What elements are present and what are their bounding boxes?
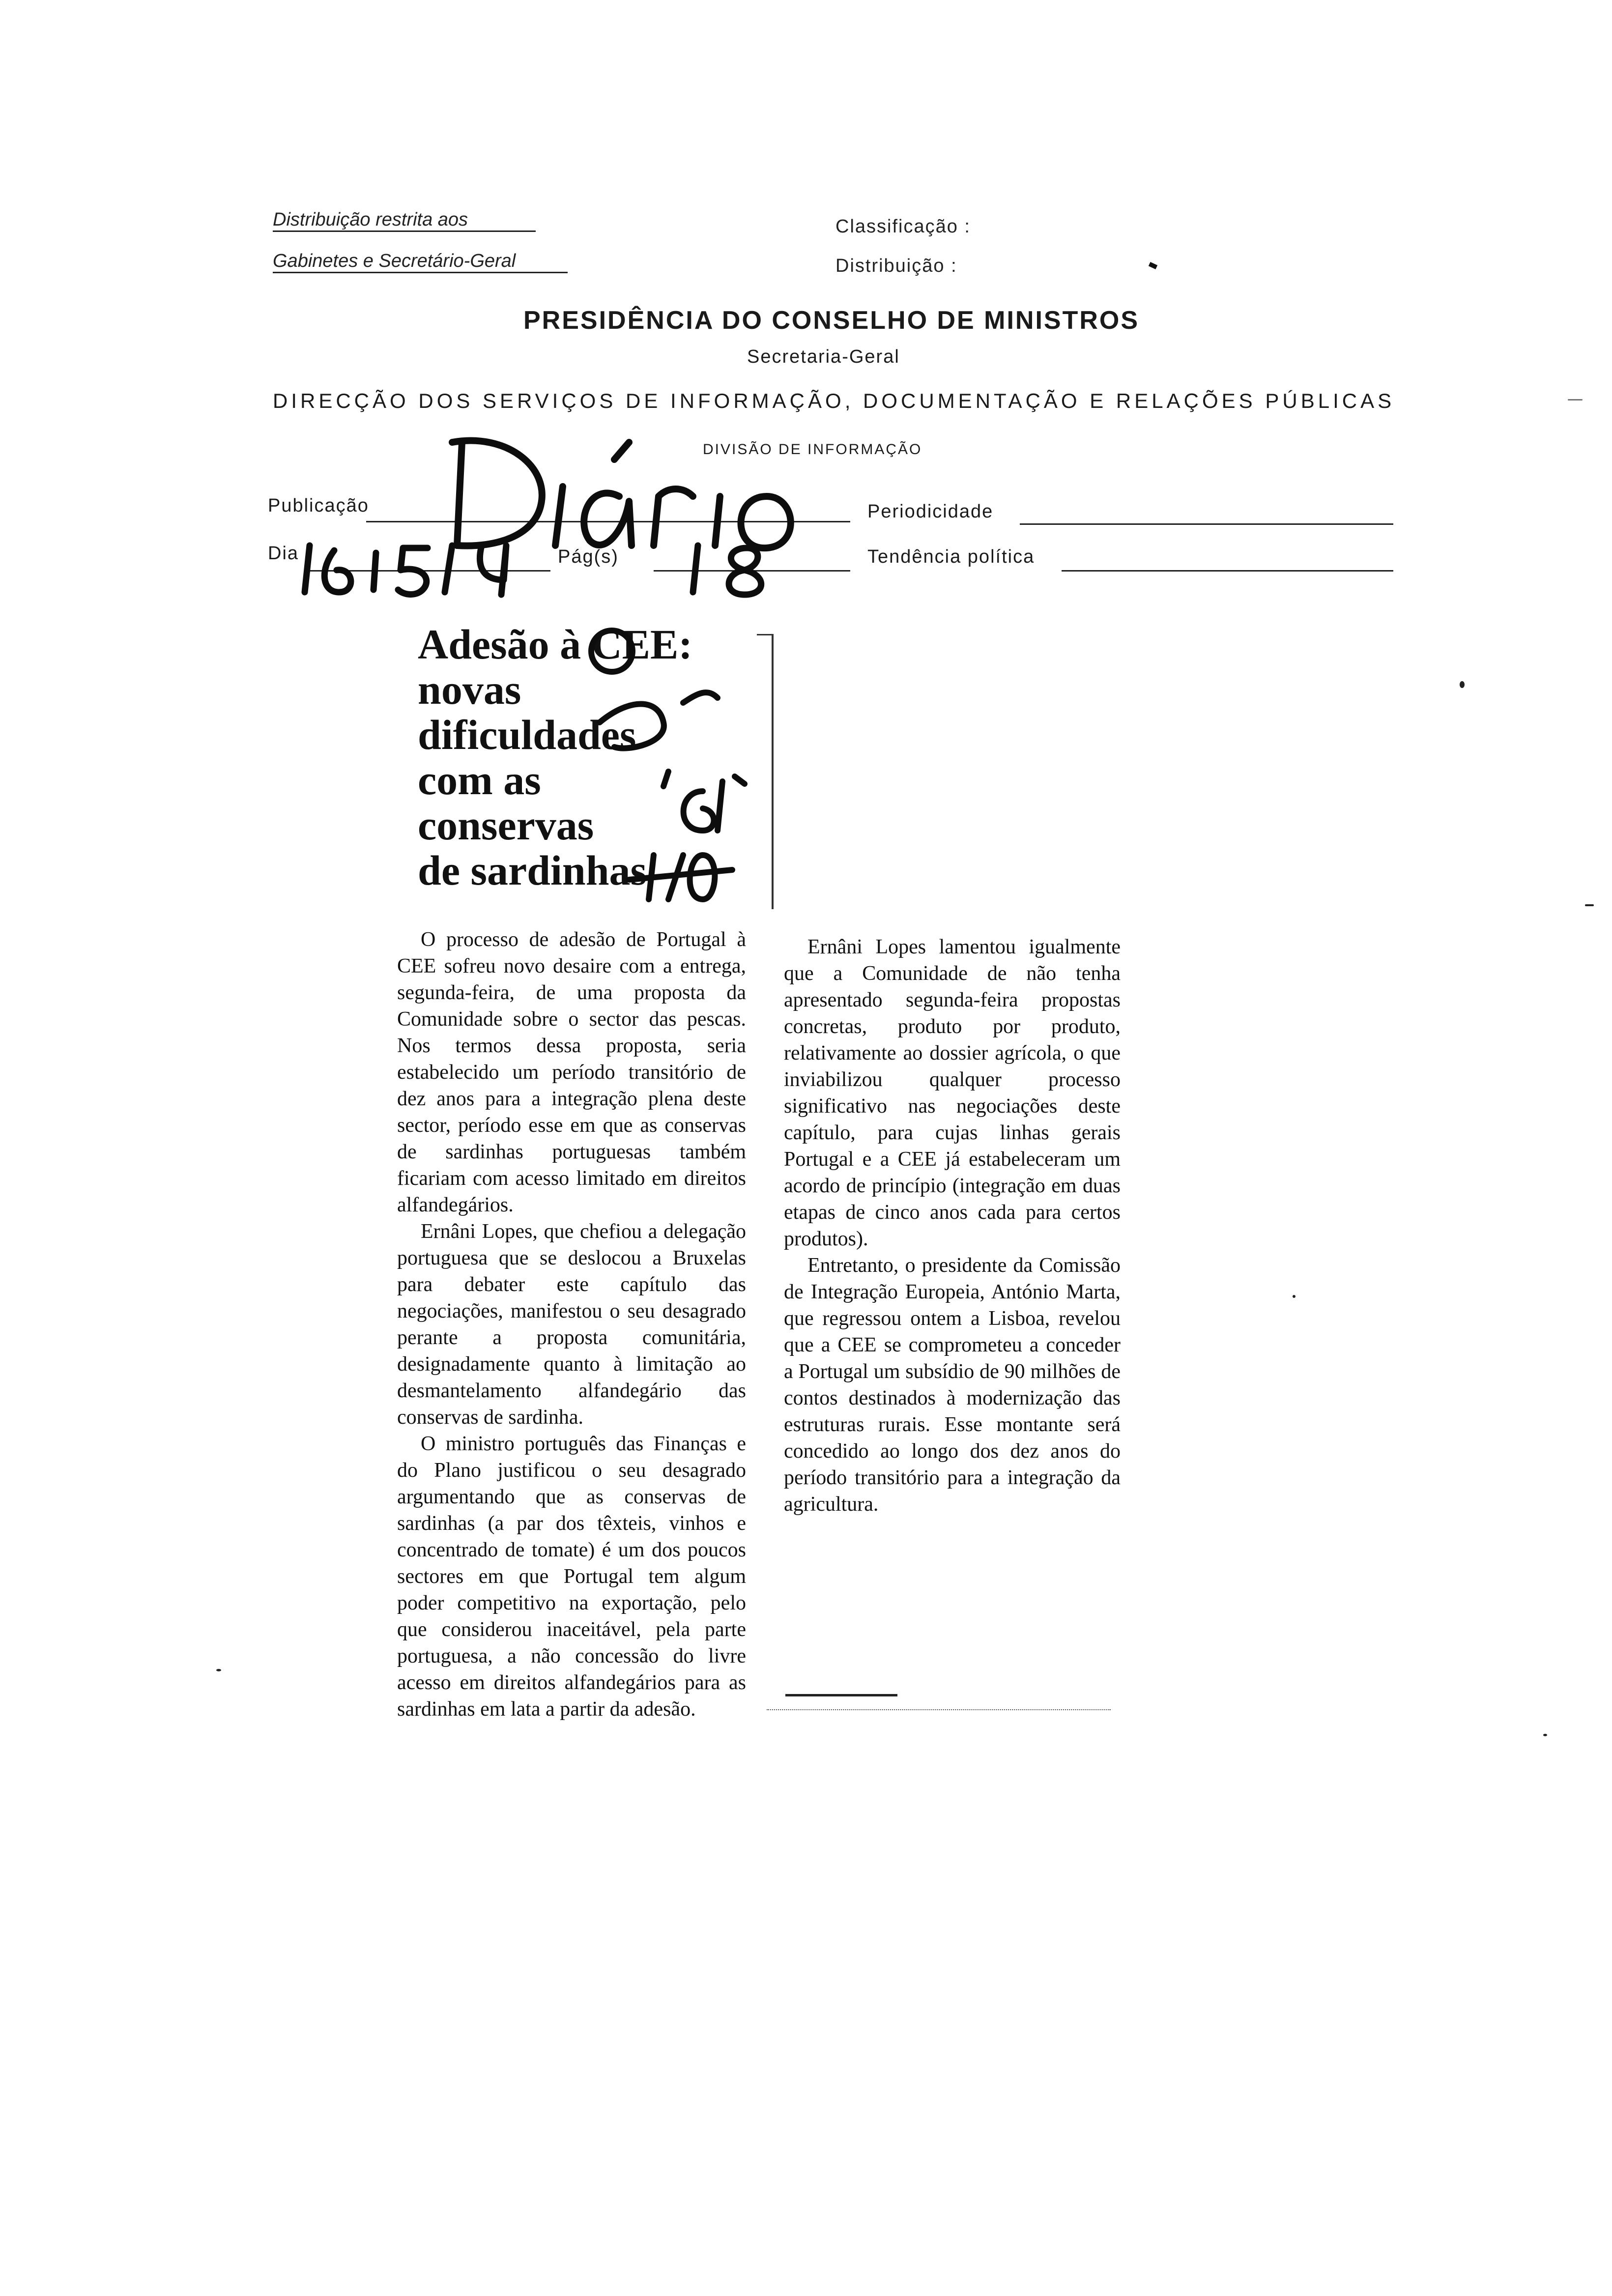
handwritten-reference-marks xyxy=(570,624,767,909)
ink-mark xyxy=(1149,262,1157,269)
scan-speck xyxy=(1460,681,1465,688)
article-right-column xyxy=(784,934,1121,1518)
scan-speck xyxy=(1585,904,1594,906)
distribution-restriction-line1: Distribuição restrita aos xyxy=(273,209,536,232)
article-paragraph: O processo de adesão de Portugal à CEE sofreu novo desaire com a entrega, segunda-feira, de uma proposta da Comunidade sobre o sector das pescas. Nos termos dessa proposta, seria estabelecido um período transitório de dez anos para a integração plena deste sector, período esse em que as conservas de sardinhas portuguesas também ficariam com acesso limitado em direitos alfandegários. xyxy=(397,928,746,1216)
clipping-edge xyxy=(772,634,774,909)
headline-line: novas xyxy=(418,666,521,713)
headline-line: conservas xyxy=(418,802,594,849)
article-paragraph: Entretanto, o presidente da Comissão de Integração Europeia, António Marta, que regressou ontem a Lisboa, revelou que a CEE se comprometeu a conceder a Portugal um subsídio de 90 milhões de contos destinados à modernização das estruturas rurais. Esse montante será concedido ao longo dos dez anos do período transitório para a integração da agricultura. xyxy=(784,1254,1121,1516)
article-left-column xyxy=(397,926,746,1722)
handwritten-publication-diario xyxy=(275,423,865,600)
distribution-restriction-line2: Gabinetes e Secretário-Geral xyxy=(273,251,568,273)
article-end-rule xyxy=(785,1694,897,1696)
ministry-title: PRESIDÊNCIA DO CONSELHO DE MINISTROS xyxy=(523,306,1140,335)
division-label: DIVISÃO DE INFORMAÇÃO xyxy=(703,441,922,458)
distribution-label: Distribuição : xyxy=(835,256,957,276)
clipping-bottom-edge xyxy=(767,1709,1111,1710)
headline-line: Adesão à CEE: xyxy=(418,621,693,668)
headline-line: de sardinhas xyxy=(418,847,647,894)
periodicity-field-line xyxy=(1020,523,1393,525)
article-paragraph: O ministro português das Finanças e do Plano justificou o seu desagrado argumentando que as conservas de sardinhas (a par dos têxteis, vinhos e concentrado de tomate) é um dos poucos sectores em que Portugal tem algum poder competitivo na exportação, pelo que considerou inaceitável, pela parte portuguesa, a não concessão do livre acesso em direitos alfandegários para as sardinhas em lata a partir da adesão. xyxy=(397,1433,746,1721)
day-label: Dia xyxy=(268,543,299,564)
political-tendency-label: Tendência política xyxy=(867,546,1035,567)
article-paragraph: Ernâni Lopes, que chefiou a delegação portuguesa que se deslocou a Bruxelas para debater este capítulo das negociações, manifestou o seu desagrado perante a proposta comunitária, designadamente quanto à limitação ao desmantelamento alfandegário das conservas de sardinha. xyxy=(397,1220,746,1429)
secretariat-label: Secretaria-Geral xyxy=(747,346,900,367)
periodicity-label: Periodicidade xyxy=(867,501,994,522)
pages-label: Pág(s) xyxy=(558,546,619,567)
headline-line: dificuldades xyxy=(418,711,636,758)
scan-speck xyxy=(1568,399,1583,401)
scan-speck xyxy=(1293,1295,1295,1298)
publication-label: Publicação xyxy=(268,495,369,516)
article-paragraph: Ernâni Lopes lamentou igualmente que a Comunidade de não tenha apresentado segunda-feira propostas concretas, produto por produto, relativamente ao dossier agrícola, o que inviabilizou qualquer processo significativo nas negociações deste capítulo, para cujas linhas gerais Portugal e a CEE já estabeleceram um acordo de princípio (integração em duas etapas de cinco anos cada para certos produtos). xyxy=(784,936,1121,1250)
political-tendency-field-line xyxy=(1062,570,1393,572)
classification-label: Classificação : xyxy=(835,216,971,237)
scan-speck xyxy=(216,1669,221,1671)
scan-speck xyxy=(1543,1734,1547,1736)
headline-line: com as xyxy=(418,756,541,804)
directorate-label: DIRECÇÃO DOS SERVIÇOS DE INFORMAÇÃO, DOCUMENTAÇÃO E RELAÇÕES PÚBLICAS xyxy=(273,389,1395,412)
